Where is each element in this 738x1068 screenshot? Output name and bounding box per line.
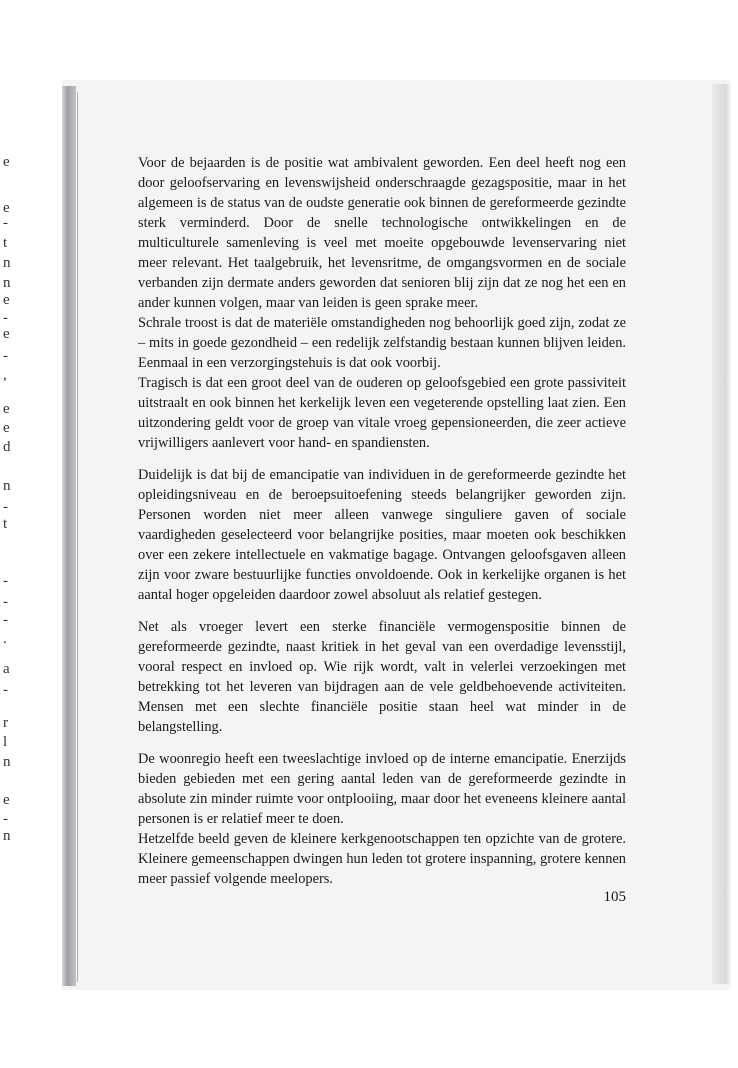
facing-page-margin [0, 0, 20, 1068]
margin-fragment: e [3, 200, 10, 216]
margin-fragment: t [3, 235, 8, 251]
margin-fragment: - [3, 215, 8, 231]
margin-fragment: - [3, 612, 8, 628]
margin-fragment: n [3, 754, 11, 770]
margin-fragment: d [3, 439, 11, 455]
paragraph-woonregio: De woonregio heeft een tweeslachtige invloed op de interne emancipatie. Enerzijds bieden gebieden met een gering aantal leden van de gereformeerde gezindte in absolute zin minder ruimte voor ontplooiing, maar door het eveneens kleinere aantal personen is er relatief meer te doen. [138, 751, 626, 827]
margin-fragment: n [3, 255, 11, 271]
paragraph-tragisch: Tragisch is dat een groot deel van de ouderen op geloofsgebied een grote passiviteit uitstraalt en ook binnen het kerkelijk leven een vegeterende opstelling laat zien. Een uitzondering geldt voor de groep van vitale vroeg gepensioneerden, die zeer actieve vrijwilligers aanlevert voor hand- en spandiensten. [138, 375, 626, 451]
margin-fragment: , [3, 367, 7, 383]
margin-fragment: n [3, 275, 11, 291]
margin-fragment: - [3, 573, 8, 589]
margin-fragment: e [3, 326, 10, 342]
book-binding [62, 86, 76, 986]
paragraph-kerkgenootschappen: Hetzelfde beeld geven de kleinere kerkgenootschappen ten opzichte van de grotere. Kleinere gemeenschappen dwingen hun leden tot grotere inspanning, grotere kennen meer passief volgende meelopers. [138, 831, 626, 887]
margin-fragment: e [3, 154, 10, 170]
margin-fragment: n [3, 478, 11, 494]
page-number: 105 [603, 889, 626, 905]
paragraph-vermogenspositie: Net als vroeger levert een sterke financiële vermogenspositie binnen de gereformeerde gezindte, naast kritiek in het geval van een overdadige levensstijl, vooral respect en invloed op. Wie rijk wordt, valt in velerlei verzoekingen met betrekking tot het leveren van bijdragen aan de vele geldbehoevende activiteiten. Mensen met een slechte financiële positie staan heel wat minder in de belangstelling. [138, 619, 626, 735]
margin-fragment: e [3, 792, 10, 808]
margin-fragment: - [3, 594, 8, 610]
margin-fragment: . [3, 631, 7, 647]
margin-fragment: - [3, 348, 8, 364]
margin-fragment: e [3, 420, 10, 436]
margin-fragment: - [3, 310, 8, 326]
page-edge-shadow [712, 84, 732, 984]
paragraph-schrale-troost: Schrale troost is dat de materiële omstandigheden nog behoorlijk goed zijn, zodat ze – mits in goede gezondheid – een redelijk zelfstandig bestaan kunnen blijven leiden. Eenmaal in een verzorgingstehuis is dat ook voorbij. [138, 315, 626, 371]
paragraph-duidelijk: Duidelijk is dat bij de emancipatie van individuen in de gereformeerde gezindte het opleidingsniveau en de beroepsuitoefening steeds belangrijker geworden zijn. Personen worden niet meer alleen vanwege singuliere gaven of sociale vaardigheden geselecteerd voor belangrijke posities, maar moeten ook beschikken over een zekere intellectuele en vakmatige bagage. Ontvangen geloofsgaven alleen zijn voor zware bestuurlijke functies onvoldoende. Ook in kerkelijke organen is het aantal hoger opgeleiden daardoor zowel absoluut als relatief gestegen. [138, 467, 626, 603]
margin-fragment: e [3, 401, 10, 417]
margin-fragment: l [3, 734, 8, 750]
margin-fragment: - [3, 811, 8, 827]
margin-fragment: n [3, 828, 11, 844]
paragraph-bejaarden: Voor de bejaarden is de positie wat ambivalent geworden. Een deel heeft nog een door geloofservaring en levenswijsheid onderschraagde gezagspositie, maar in het algemeen is de status van de oudste generatie ook binnen de gereformeerde gezindte sterk verminderd. Door de snelle technologische ontwikkelingen en de multiculturele samenleving is veel met moeite opgebouwde levenservaring niet meer relevant. Het taalgebruik, het levensritme, de omgangsvormen en de sociale verbanden zijn dermate anders geworden dat senioren blij zijn dat ze nog het een en ander kunnen volgen, maar van leiden is geen sprake meer. [138, 155, 626, 311]
margin-fragment: r [3, 715, 8, 731]
margin-fragment: a [3, 661, 10, 677]
margin-fragment: - [3, 499, 8, 515]
binding-line [77, 92, 78, 982]
margin-fragment: e [3, 292, 10, 308]
margin-fragment: - [3, 682, 8, 698]
margin-fragment: t [3, 516, 8, 532]
body-text [138, 153, 626, 889]
